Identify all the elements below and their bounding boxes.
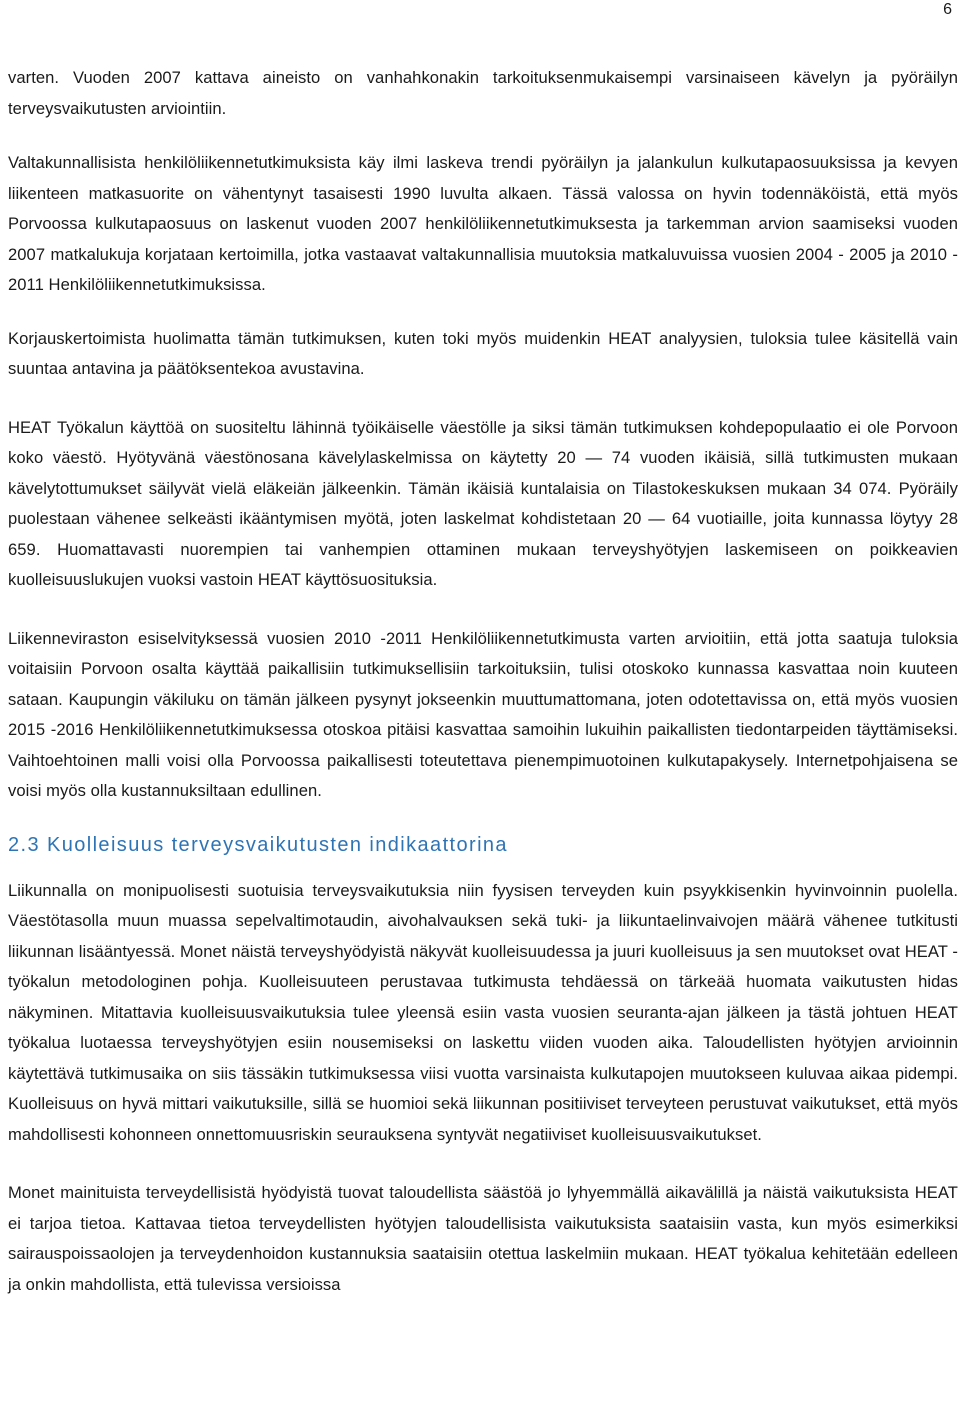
paragraph-hyp-data-age: varten. Vuoden 2007 kattava aineisto on vanhahkonakin tarkoituksenmukaisempi varsinaiseen kävelyn ja pyöräilyn terveysvaikutusten arviointiin. bbox=[8, 68, 958, 118]
paragraph-mortality-indicator: Liikunnalla on monipuolisesti suotuisia terveysvaikutuksia niin fyysisen terveyden kuin psyykkisenkin hyvinvoinnin puolella. Väestötasolla muun muassa sepelvaltimotaudin, aivohalvauksen sekä tuki- ja liikuntaelinvaivojen määrä vähenee tutkitusti liikunnan lisääntyessä. Monet näistä terveyshyödyistä näkyvät kuolleisuudessa ja juuri kuolleisuus ja sen muutokset ovat HEAT -työkalun metodologinen pohja. Kuolleisuuteen perustavaa tutkimusta tehdäessä on tärkeää huomata vaikutusten hidas näkyminen. Mitattavia kuolleisuusvaikutuksia tulee yleensä esiin vasta vuosien seuranta-ajan jälkeen ja tästä johtuen HEAT työkalua luotaessa terveyshyötyjen esiin nousemiseksi on laskettu viiden vuoden aika. Taloudellisten hyötyjen arvioinnin käytettävä tutkimusaika on siis tässäkin tutkimuksessa viisi vuotta varsinaista kulkutapojen muutokseen kuluvaa aikaa pidempi. Kuolleisuus on hyvä mittari vaikutuksille, sillä se huomioi sekä liikunnan positiiviset terveyteen perustuvat vaikutukset, että myös mahdollisesti kohonneen onnettomuusriskin seurauksena syntyvät negatiiviset kuolleisuusvaikutukset. bbox=[8, 880, 958, 1144]
paragraph-economic-benefits: Monet mainituista terveydellisistä hyödyistä tuovat taloudellista säästöä jo lyhyemmällä aikavälillä ja näistä vaikutuksista HEAT ei tarjoa tietoa. Kattavaa tietoa terveydellisten hyötyjen taloudellisista vaikutuksista saataisiin vasta, kun myös esimerkiksi sairauspoissaolojen ja terveydenhoidon kustannuksia saataisiin otettua laskelmiin mukaan. HEAT työkalua kehitetään edelleen ja onkin mahdollista, että tulevissa versioissa bbox=[8, 1183, 958, 1294]
paragraph-target-population: HEAT Työkalun käyttöä on suositeltu lähinnä työikäiselle väestölle ja siksi tämän tutkimuksen kohdepopulaatio ei ole Porvoon koko väestö. Hyötyvänä väestönosana kävelylaskelmissa on käytetty 20 — 74 vuoden ikäisiä, sillä tutkimusten mukaan kävelytottumukset säilyvät vielä eläkeiän jälkeenkin. Tämän ikäisiä kuntalaisia on Tilastokeskuksen mukaan 34 074. Pyöräily puolestaan vähenee selkeästi ikääntymisen myötä, joten laskelmat kohdistetaan 20 — 64 vuotiaille, joita kunnassa löytyy 28 659. Huomattavasti nuorempien tai vanhempien ottaminen mukaan terveyshyötyjen laskemiseen on poikkeavien kuolleisuuslukujen vuoksi vastoin HEAT käyttösuosituksia. bbox=[8, 417, 958, 589]
section-heading: 2.3 Kuolleisuus terveysvaikutusten indikaattorina bbox=[8, 833, 508, 856]
paragraph-correction-factors: Korjauskertoimista huolimatta tämän tutkimuksen, kuten toki myös muidenkin HEAT analyysien, tuloksia tulee käsitellä vain suuntaa antavina ja päätöksentekoa avustavina. bbox=[8, 328, 958, 378]
document-body bbox=[8, 63, 958, 1328]
paragraph-sample-size: Liikenneviraston esiselvityksessä vuosien 2010 -2011 Henkilöliikennetutkimusta varten arvioitiin, että jotta saatuja tuloksia voitaisiin Porvoon osalta käyttää paikallisiin tutkimuksellisiin tarkoituksiin, tulisi otoskoko kunnassa kasvattaa noin kuuteen sataan. Kaupungin väkiluku on tämän jälkeen pysynyt jokseenkin muuttumattomana, joten odotettavissa on, että myös vuosien 2015 -2016 Henkilöliikennetutkimuksessa otoskoa pitäisi kasvattaa samoihin lukuihin paikallisten tiedontarpeiden täyttämiseksi. Vaihtoehtoinen malli voisi olla Porvoossa paikallisesti toteutettava pienempimuotoinen kulkutapakysely. Internetpohjaisena se voisi myös olla kustannuksiltaan edullinen. bbox=[8, 628, 958, 800]
page-number: 6 bbox=[943, 1, 952, 18]
paragraph-national-trend: Valtakunnallisista henkilöliikennetutkimuksista käy ilmi laskeva trendi pyöräilyn ja jalankulun kulkutapaosuuksissa ja kevyen liikenteen matkasuorite on vähentynyt tasaisesti 1990 luvulta alkaen. Tässä valossa on hyvin todennäköistä, että myös Porvoossa kulkutapaosuus on laskenut vuoden 2007 henkilöliikennetutkimuksesta ja tarkemman arvion saamiseksi vuoden 2007 matkalukuja korjataan kertoimilla, jotka vastaavat valtakunnallisia muutoksia matkaluvuissa vuosien 2004 - 2005 ja 2010 - 2011 Henkilöliikennetutkimuksissa. bbox=[8, 153, 958, 294]
